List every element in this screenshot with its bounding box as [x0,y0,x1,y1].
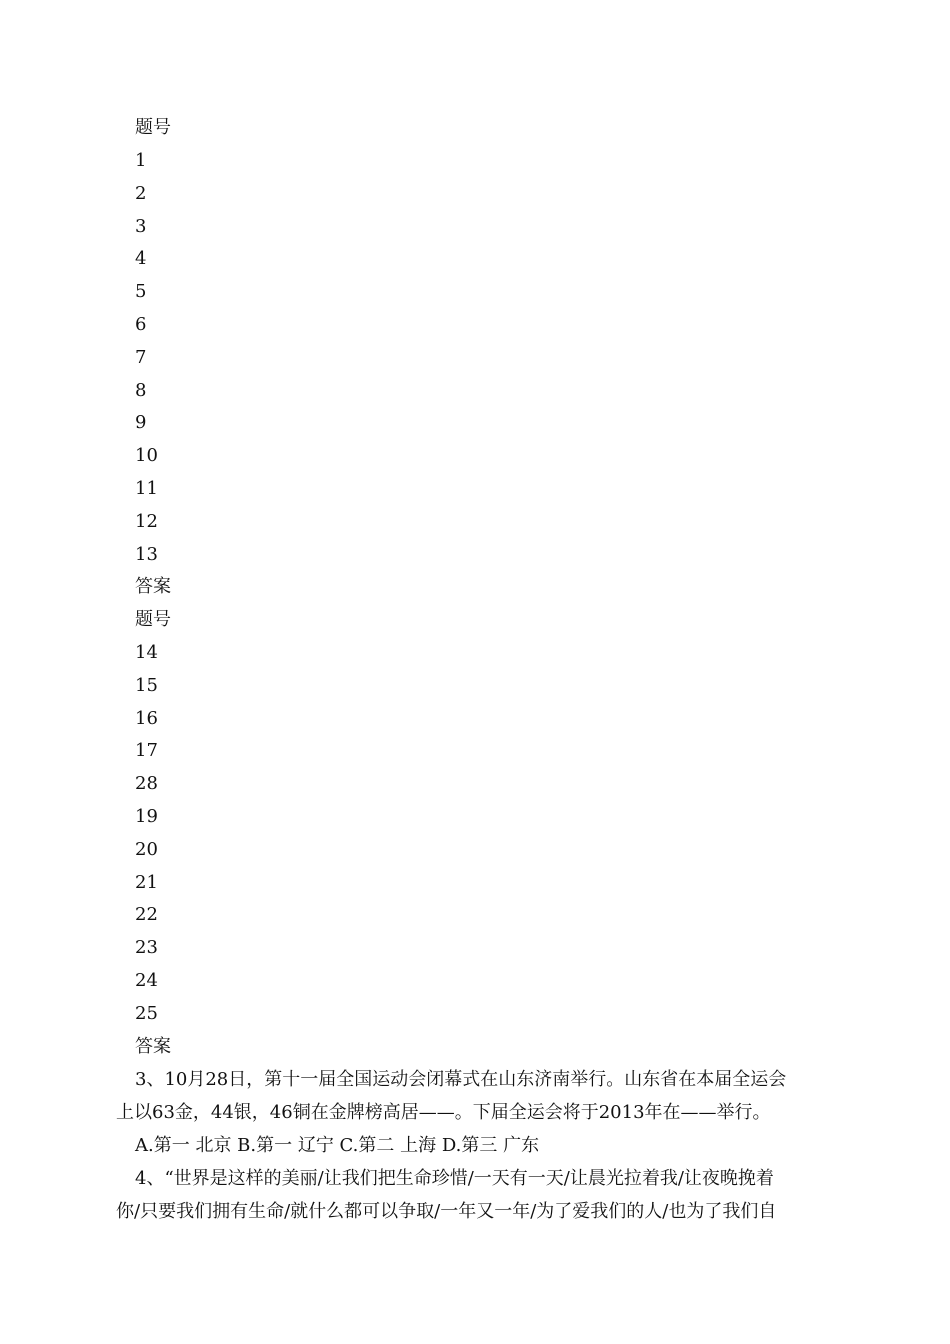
question-number-1: 1 [135,150,147,171]
question-number-7: 7 [135,347,147,368]
question-number-28: 28 [135,773,158,794]
question-number-10: 10 [135,445,158,466]
question-number-2: 2 [135,183,147,204]
question-number-8: 8 [135,380,147,401]
question-number-5: 5 [135,281,147,302]
question-number-25: 25 [135,1003,158,1024]
question-number-16: 16 [135,708,158,729]
question-3-line-1: 3、10月28日，第十一届全国运动会闭幕式在山东济南举行。山东省在本届全运会 [135,1069,787,1090]
question-number-23: 23 [135,937,158,958]
question-3-options: A.第一 北京 B.第一 辽宁 C.第二 上海 D.第三 广东 [135,1135,540,1156]
question-4-line-2: 你/只要我们拥有生命/就什么都可以争取/一年又一年/为了爱我们的人/也为了我们自 [116,1201,777,1222]
question-number-14: 14 [135,642,158,663]
question-number-24: 24 [135,970,158,991]
question-4-line-1: 4、“世界是这样的美丽/让我们把生命珍惜/一天有一天/让晨光拉着我/让夜晚挽着 [135,1168,774,1189]
question-number-20: 20 [135,839,158,860]
question-number-3: 3 [135,216,147,237]
answer-label: 答案 [135,576,171,597]
question-number-4: 4 [135,248,147,269]
question-number-15: 15 [135,675,158,696]
question-number-19: 19 [135,806,158,827]
question-number-6: 6 [135,314,147,335]
question-number-9: 9 [135,412,147,433]
question-number-header: 题号 [135,117,171,138]
question-number-17: 17 [135,740,158,761]
question-number-21: 21 [135,872,158,893]
question-number-header: 题号 [135,609,171,630]
question-number-12: 12 [135,511,158,532]
question-3-line-2: 上以63金，44银，46铜在金牌榜高居——。下届全运会将于2013年在——举行。 [116,1102,771,1123]
answer-label: 答案 [135,1036,171,1057]
question-number-13: 13 [135,544,158,565]
question-number-11: 11 [135,478,158,499]
question-number-22: 22 [135,904,158,925]
